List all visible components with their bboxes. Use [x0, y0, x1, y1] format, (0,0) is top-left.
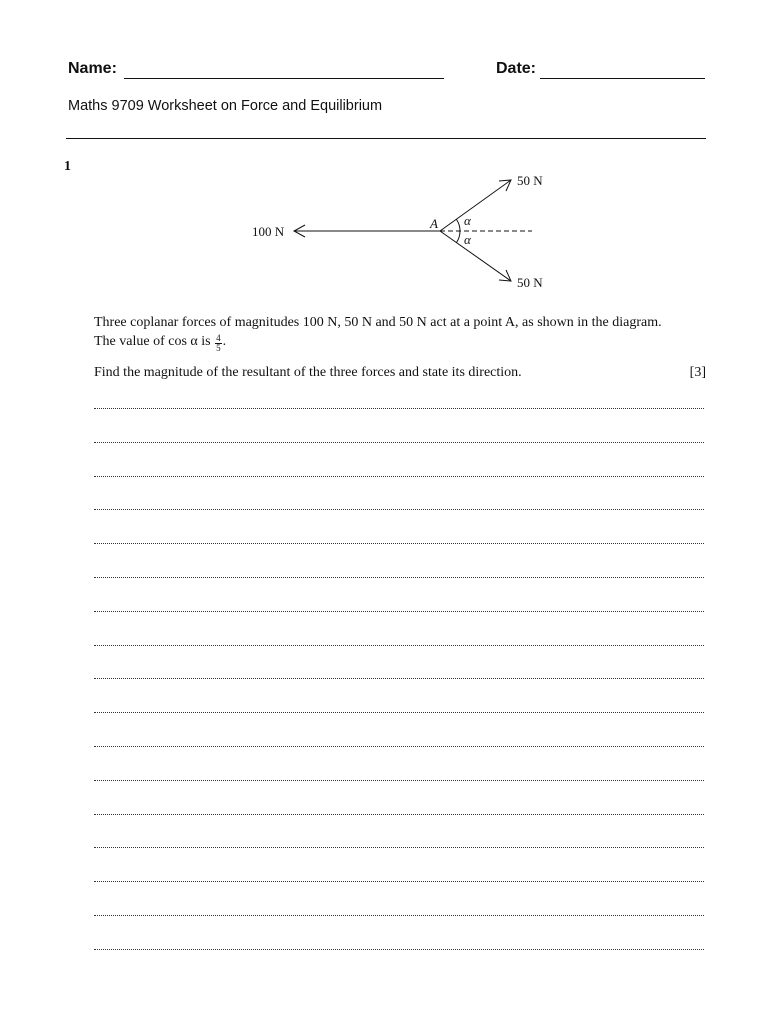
answer-line[interactable] [94, 678, 704, 679]
question-number: 1 [64, 159, 71, 174]
date-label: Date: [496, 60, 537, 77]
label-50n-lower: 50 N [517, 275, 543, 290]
label-point-a: A [430, 216, 438, 231]
label-alpha-lower: α [464, 232, 471, 247]
header-row [68, 60, 706, 82]
angle-upper-arc [457, 220, 461, 232]
label-alpha-upper: α [464, 213, 471, 228]
cos-alpha-text: The value of cos α is [94, 334, 211, 349]
force-50n-upper-arrow-line [440, 180, 511, 231]
angle-lower-arc [457, 231, 461, 243]
name-label: Name: [68, 60, 117, 77]
answer-line[interactable] [94, 543, 704, 544]
force-diagram [240, 168, 560, 298]
answer-line[interactable] [94, 442, 704, 443]
question-prompt-row [94, 363, 706, 382]
answer-line[interactable] [94, 814, 704, 815]
fraction-denominator: 5 [216, 343, 221, 353]
question-text-line2 [94, 332, 706, 353]
answer-line[interactable] [94, 847, 704, 848]
answer-line[interactable] [94, 780, 704, 781]
question-text-line1: Three coplanar forces of magnitudes 100 N, 50 N and 50 N act at a point A, as shown in the diagram. [94, 315, 662, 330]
name-field-line[interactable] [124, 78, 444, 79]
marks-badge: [3] [689, 365, 706, 380]
answer-line[interactable] [94, 611, 704, 612]
force-50n-lower-arrow-line [440, 231, 511, 281]
answer-line[interactable] [94, 915, 704, 916]
answer-line[interactable] [94, 577, 704, 578]
answer-line[interactable] [94, 949, 704, 950]
date-field-line[interactable] [540, 78, 705, 79]
sentence-period: . [222, 334, 227, 349]
answer-line[interactable] [94, 408, 704, 409]
question-prompt: Find the magnitude of the resultant of the three forces and state its direction. [94, 365, 522, 380]
answer-line[interactable] [94, 881, 704, 882]
header-divider [66, 138, 706, 139]
answer-line[interactable] [94, 746, 704, 747]
question-text [94, 313, 706, 353]
label-50n-upper: 50 N [517, 173, 543, 188]
answer-line[interactable] [94, 476, 704, 477]
label-100n: 100 N [252, 224, 285, 239]
answer-line[interactable] [94, 509, 704, 510]
fraction-numerator: 4 [216, 333, 221, 343]
fraction-four-fifths [215, 334, 222, 353]
answer-line[interactable] [94, 645, 704, 646]
worksheet-title: Maths 9709 Worksheet on Force and Equilibrium [68, 98, 383, 114]
answer-line[interactable] [94, 712, 704, 713]
